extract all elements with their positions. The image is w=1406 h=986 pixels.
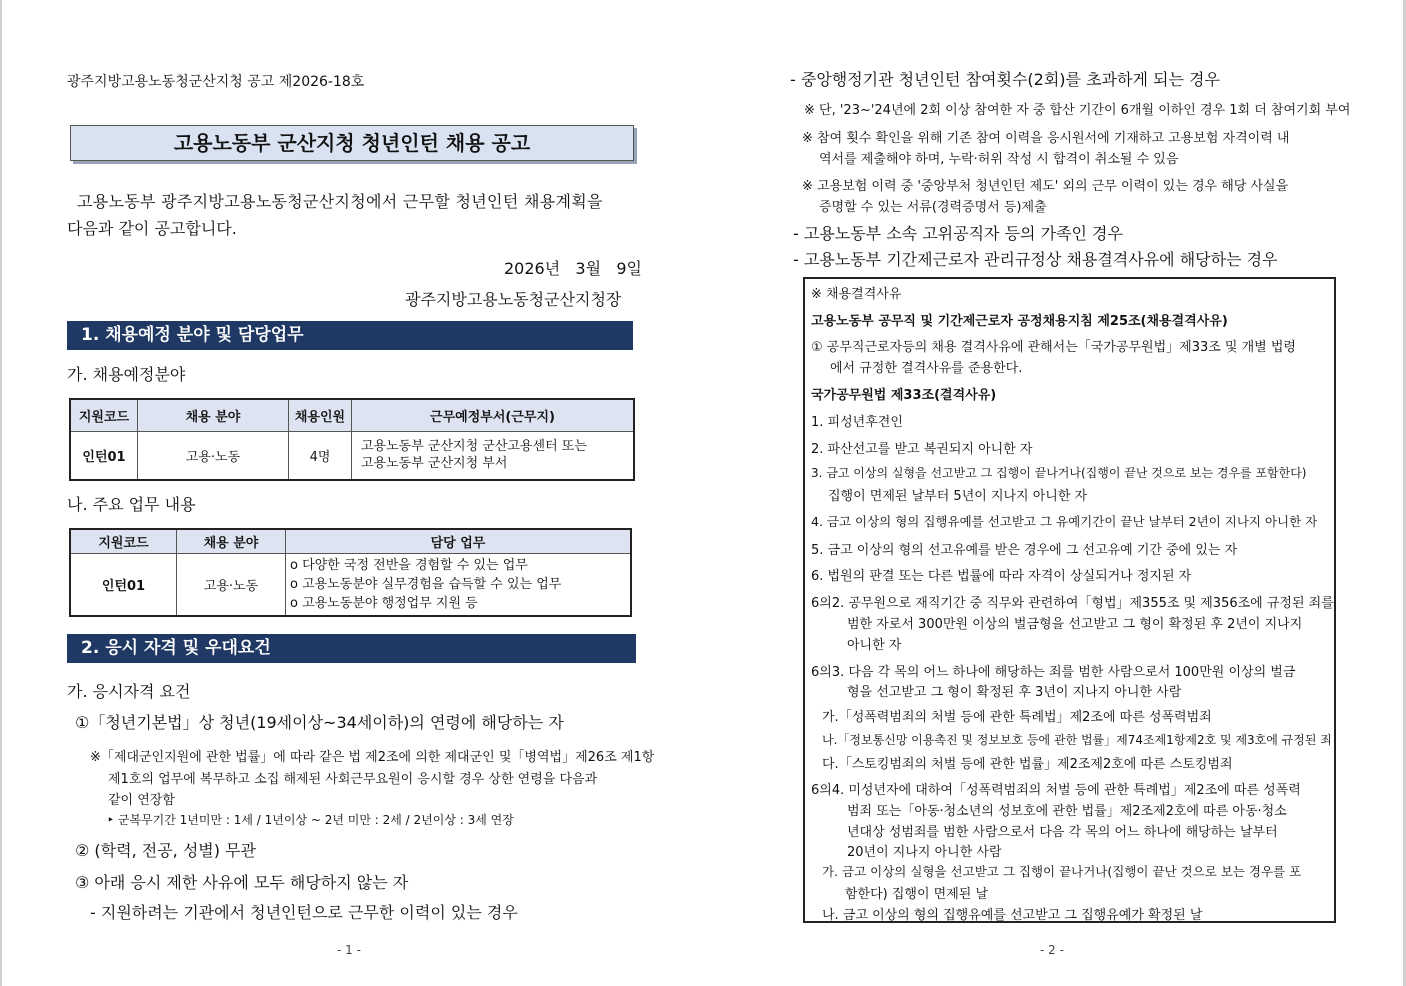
section-heading: [67, 634, 636, 663]
law-title: 고용노동부 공무직 및 기간제근로자 공정채용지침 제25조(채용결격사유): [811, 314, 1228, 329]
notice-number: 광주지방고용노동청군산지청 공고 제2026-18호: [67, 74, 365, 90]
restriction-item: - 고용노동부 기간제근로자 관리규정상 채용결격사유에 해당하는 경우: [793, 250, 1278, 269]
restriction-item: - 중앙행정기관 청년인턴 참여횟수(2회)를 초과하게 되는 경우: [790, 70, 1220, 89]
clause-text: 6의4. 미성년자에 대하여「성폭력범죄의 처벌 등에 관한 특례법」제2조에 따른 성폭력: [811, 783, 1301, 798]
duties-table: [69, 528, 632, 617]
clause-text: 5. 금고 이상의 형의 선고유예를 받은 경우에 그 선고유예 기간 중에 있는 자: [811, 543, 1238, 558]
clause-text: 6. 법원의 판결 또는 다른 법률에 따라 자격이 상실되거나 정지된 자: [811, 569, 1192, 584]
table-cell: 4명: [289, 431, 352, 480]
intro-text: 다음과 같이 공고합니다.: [67, 219, 237, 238]
clause-text: 범한 자로서 300만원 이상의 벌금형을 선고받고 그 형이 확정된 후 2년이 지나지: [847, 617, 1303, 632]
table-cell: [352, 431, 635, 480]
clause-text: 4. 금고 이상의 형의 집행유예를 선고받고 그 유예기간이 끝난 날부터 2년이 지나지 아니한 자: [811, 514, 1318, 529]
clause-text: 에서 규정한 결격사유를 준용한다.: [830, 361, 1023, 376]
duty-item: o 다양한 국정 전반을 경험할 수 있는 업무: [290, 557, 528, 573]
section-heading-label: 2. 응시 자격 및 우대요건: [81, 638, 271, 658]
table-header: 지원코드: [70, 529, 177, 553]
subsection-heading: 가. 응시자격 요건: [67, 682, 191, 701]
section-heading-label: 1. 채용예정 분야 및 담당업무: [81, 325, 304, 345]
document-title-box: [70, 125, 634, 161]
table-cell: 고용·노동: [177, 553, 286, 616]
requirement-item: ③ 아래 응시 제한 사유에 모두 해당하지 않는 자: [75, 873, 409, 892]
recruitment-table: [69, 398, 635, 481]
note-line: ‣ 군복무기간 1년미만 : 1세 / 1년이상 ~ 2년 미만 : 2세 / 2년이상 : 3세 연장: [107, 813, 514, 827]
note-line: 역서를 제출해야 하며, 누락·허위 작성 시 합격이 취소될 수 있음: [819, 152, 1179, 167]
intro-text: 고용노동부 광주지방고용노동청군산지청에서 근무할 청년인턴 채용계획을: [77, 192, 603, 211]
clause-text: 다.「스토킹범죄의 처벌 등에 관한 법률」제2조제2호에 따른 스토킹범죄: [822, 757, 1233, 772]
table-cell: 고용·노동: [138, 431, 289, 480]
note-line: ※ 고용보험 이력 중 '중앙부처 청년인턴 제도' 외의 근무 이력이 있는 경우 해당 사실을: [802, 179, 1289, 194]
note-line: ※ 단, '23~'24년에 2회 이상 참여한 자 중 합산 기간이 6개월 이하인 경우 1회 더 참여기회 부여: [804, 103, 1351, 118]
clause-text: 나. 금고 이상의 형의 집행유예를 선고받고 그 집행유예가 확정된 날: [822, 908, 1203, 923]
clause-text: 함한다) 집행이 면제된 날: [845, 887, 989, 902]
clause-text: 년대상 성범죄를 범한 사람으로서 다음 각 목의 어느 하나에 해당하는 날부터: [847, 825, 1278, 840]
clause-text: 집행이 면제된 날부터 5년이 지나지 아니한 자: [828, 489, 1088, 504]
dept-line: 고용노동부 군산지청 군산고용센터 또는: [361, 439, 587, 455]
note-line: 증명할 수 있는 서류(경력증명서 등)제출: [819, 200, 1047, 215]
page-number: - 1 -: [337, 943, 361, 957]
clause-text: 6의3. 다음 각 목의 어느 하나에 해당하는 죄를 범한 사람으로서 100만원 이상의 벌금: [811, 665, 1296, 680]
notice-date: 2026년 3월 9일: [504, 259, 642, 278]
clause-text: 1. 피성년후견인: [811, 415, 903, 430]
table-header: 채용 분야: [177, 529, 286, 553]
clause-text: 2. 파산선고를 받고 복권되지 아니한 자: [811, 442, 1033, 457]
clause-text: 6의2. 공무원으로 재직기간 중 직무와 관련하여「형법」제355조 및 제356조에 규정된 죄를: [811, 596, 1334, 611]
section-heading: [67, 321, 633, 350]
table-header: 담당 업무: [286, 529, 632, 553]
requirement-item: ② (학력, 전공, 성별) 무관: [75, 841, 256, 860]
dept-line: 고용노동부 군산지청 부서: [361, 456, 508, 472]
subsection-heading: 나. 주요 업무 내용: [67, 495, 196, 514]
subsection-heading: 가. 채용예정분야: [67, 365, 186, 384]
clause-text: 아니한 자: [847, 638, 902, 653]
clause-text: 나.「정보통신망 이용촉진 및 정보보호 등에 관한 법률」제74조제1항제2호 및 제3호에 규정된 죄: [822, 733, 1332, 747]
table-header: 채용인원: [289, 399, 352, 431]
clause-text: 형을 선고받고 그 형이 확정된 후 3년이 지나지 아니한 사람: [847, 685, 1182, 700]
clause-text: 가.「성폭력범죄의 처벌 등에 관한 특례법」제2조에 따른 성폭력범죄: [822, 710, 1212, 725]
note-line: 제1호의 업무에 복무하고 소집 해제된 사회근무요원이 응시할 경우 상한 연령을 다음과: [108, 772, 598, 787]
table-cell: [286, 553, 632, 616]
table-header: 지원코드: [70, 399, 138, 431]
clause-text: 가. 금고 이상의 실형을 선고받고 그 집행이 끝나거나(집행이 끝난 것으로 보는 경우를 포: [822, 864, 1302, 879]
duty-item: o 고용노동분야 실무경험을 습득할 수 있는 업무: [290, 576, 562, 592]
table-cell: 인턴01: [70, 553, 177, 616]
table-header: 근무예정부서(근무지): [352, 399, 635, 431]
requirement-item: ①「청년기본법」상 청년(19세이상~34세이하)의 연령에 해당하는 자: [75, 713, 564, 732]
duty-item: o 고용노동분야 행정업무 지원 등: [290, 595, 478, 611]
box-heading: ※ 채용결격사유: [811, 287, 902, 302]
restriction-item: - 고용노동부 소속 고위공직자 등의 가족인 경우: [793, 224, 1123, 243]
clause-text: ① 공무직근로자등의 채용 결격사유에 관해서는「국가공무원법」제33조 및 개별 법령: [811, 340, 1296, 355]
note-line: ※「제대군인지원에 관한 법률」에 따라 같은 법 제2조에 의한 제대군인 및「병역법」제26조 제1항: [90, 750, 655, 765]
table-header: 채용 분야: [138, 399, 289, 431]
table-cell: 인턴01: [70, 431, 138, 480]
page-edge-left: [0, 0, 2, 986]
clause-text: 3. 금고 이상의 실형을 선고받고 그 집행이 끝나거나(집행이 끝난 것으로 보는 경우를 포함한다): [811, 466, 1307, 480]
clause-text: 범죄 또는「아동·청소년의 성보호에 관한 법률」제2조제2호에 따른 아동·청소: [847, 804, 1287, 819]
issuer: 광주지방고용노동청군산지청장: [405, 290, 622, 309]
law-title: 국가공무원법 제33조(결격사유): [811, 388, 997, 403]
note-line: 같이 연장함: [108, 793, 175, 808]
restriction-item: - 지원하려는 기관에서 청년인턴으로 근무한 이력이 있는 경우: [90, 903, 518, 922]
document-title: 고용노동부 군산지청 청년인턴 채용 공고: [173, 131, 531, 155]
page-number: - 2 -: [1040, 943, 1064, 957]
clause-text: 20년이 지나지 아니한 사람: [847, 845, 1002, 860]
note-line: ※ 참여 횟수 확인을 위해 기존 참여 이력을 응시원서에 기재하고 고용보험 자격이력 내: [802, 131, 1290, 146]
